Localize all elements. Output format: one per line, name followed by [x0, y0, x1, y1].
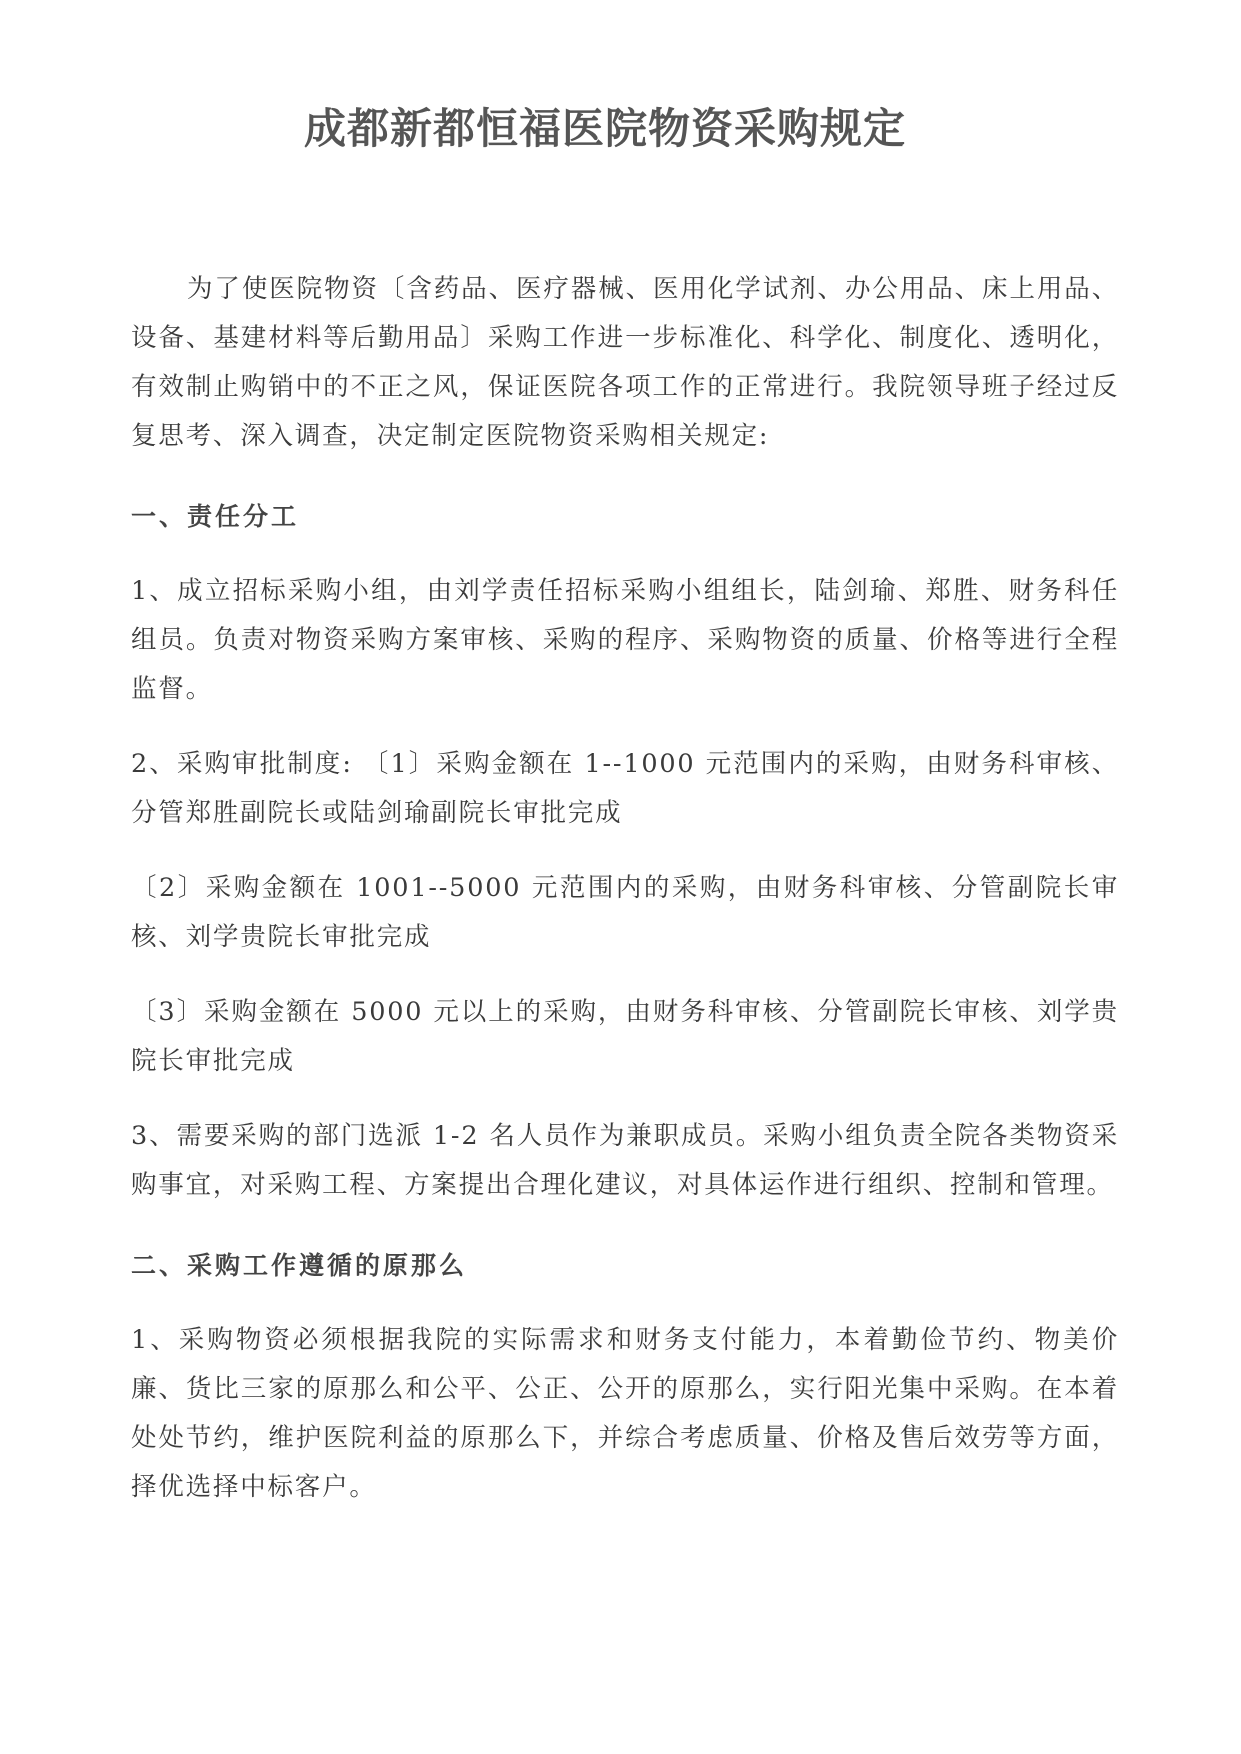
section-heading-principles: 二、采购工作遵循的原那么 — [131, 1251, 468, 1280]
section1-item-1: 1、成立招标采购小组，由刘学责任招标采购小组组长，陆剑瑜、郑胜、财务科任组员。负责对物资采购方案审核、采购的程序、采购物资的质量、价格等进行全程监督。 — [131, 576, 1119, 704]
document-body — [131, 265, 1119, 1512]
section-heading-responsibilities: 一、责任分工 — [131, 502, 300, 531]
section1-item-2-tier-2: 〔2〕采购金额在 1001--5000 元范围内的采购，由财务科审核、分管副院长审核、刘学贵院长审批完成 — [131, 873, 1119, 952]
section1-item-2-tier-3: 〔3〕采购金额在 5000 元以上的采购，由财务科审核、分管副院长审核、刘学贵院长审批完成 — [131, 997, 1119, 1076]
intro-paragraph: 为了使医院物资〔含药品、医疗器械、医用化学试剂、办公用品、床上用品、设备、基建材料等后勤用品〕采购工作进一步标准化、科学化、制度化、透明化，有效制止购销中的不正之风，保证医院各项工作的正常进行。我院领导班子经过反复思考、深入调查，决定制定医院物资采购相关规定: — [131, 274, 1119, 451]
section2-item-1: 1、采购物资必须根据我院的实际需求和财务支付能力，本着勤俭节约、物美价廉、货比三家的原那么和公平、公正、公开的原那么，实行阳光集中采购。在本着处处节约，维护医院利益的原那么下，并综合考虑质量、价格及售后效劳等方面，择优选择中标客户。 — [131, 1325, 1119, 1502]
section1-item-2: 2、采购审批制度: 〔1〕采购金额在 1--1000 元范围内的采购，由财务科审核、分管郑胜副院长或陆剑瑜副院长审批完成 — [131, 749, 1119, 828]
document-title: 成都新都恒福医院物资采购规定 — [303, 104, 906, 153]
section1-item-3: 3、需要采购的部门选派 1-2 名人员作为兼职成员。采购小组负责全院各类物资采购事宜，对采购工程、方案提出合理化建议，对具体运作进行组织、控制和管理。 — [131, 1121, 1119, 1200]
